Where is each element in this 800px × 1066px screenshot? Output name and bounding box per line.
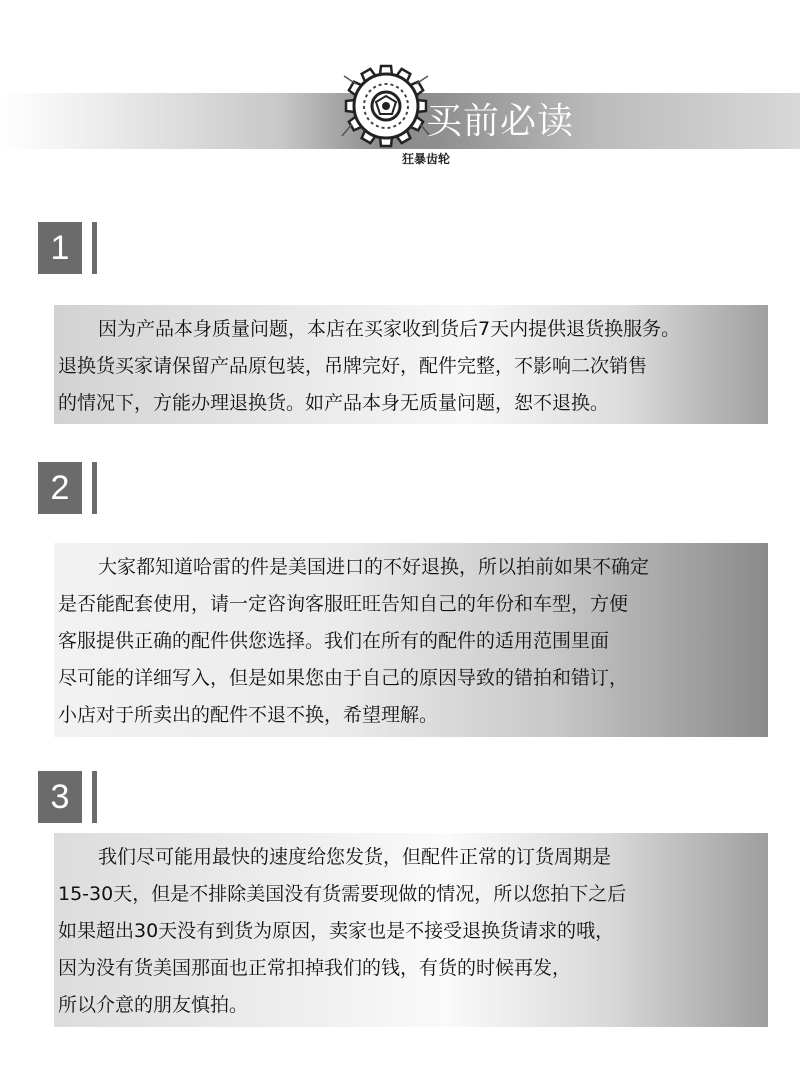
notice-text-line: 所以介意的朋友慎拍。 [58,994,249,1016]
section-number-badge: 1 [38,222,82,274]
notice-text-line: 退换货买家请保留产品原包装，吊牌完好，配件完整，不影响二次销售 [58,355,648,377]
notice-box [54,543,768,737]
notice-text-line: 大家都知道哈雷的件是美国进口的不好退换，所以拍前如果不确定 [98,556,650,578]
notice-box [54,305,768,424]
section-number-bar [92,771,97,823]
notice-text-line: 我们尽可能用最快的速度给您发货，但配件正常的订货周期是 [98,846,612,868]
section-number-badge: 2 [38,462,82,514]
notice-text-line: 15-30天，但是不排除美国没有货需要现做的情况，所以您拍下之后 [58,883,627,905]
notice-text-line: 是否能配套使用，请一定咨询客服旺旺告知自己的年份和车型，方便 [58,593,629,615]
section-number-bar [92,222,97,274]
page-title: 买前必读 [426,101,575,142]
section-number-badge: 3 [38,771,82,823]
notice-text-line: 客服提供正确的配件供您选择。我们在所有的配件的适用范围里面 [58,630,610,652]
notice-text-line: 因为没有货美国那面也正常扣掉我们的钱，有货的时候再发， [58,957,572,979]
notice-text-line: 的情况下，方能办理退换货。如产品本身无质量问题，恕不退换。 [58,392,610,414]
brand-name: 狂暴齿轮 [402,152,451,166]
notice-text-line: 尽可能的详细写入，但是如果您由于自己的原因导致的错拍和错订， [58,667,629,689]
gear-logo-icon [340,56,432,164]
notice-text-line: 因为产品本身质量问题，本店在买家收到货后7天内提供退货换服务。 [98,318,681,340]
notice-text-line: 如果超出30天没有到货为原因，卖家也是不接受退换货请求的哦， [58,920,615,942]
section-number-bar [92,462,97,514]
notice-box [54,833,768,1027]
notice-text-line: 小店对于所卖出的配件不退不换，希望理解。 [58,704,439,726]
